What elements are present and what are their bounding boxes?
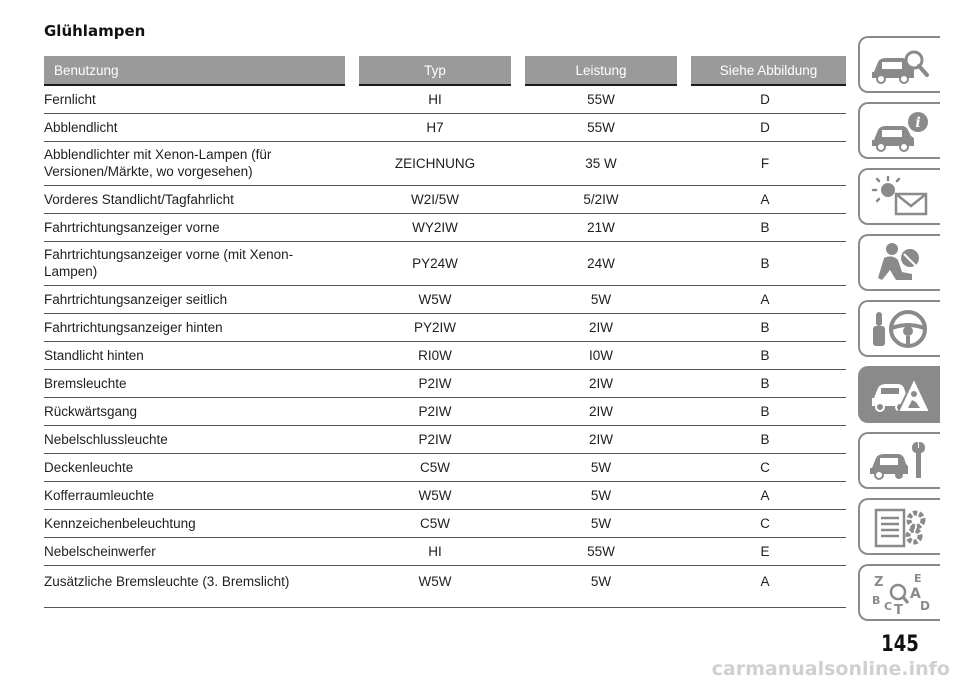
cell-figure: B — [684, 213, 846, 241]
cell-usage: Nebelscheinwerfer — [44, 537, 352, 565]
cell-type: P2IW — [352, 397, 518, 425]
cell-type: RI0W — [352, 341, 518, 369]
cell-type: PY24W — [352, 241, 518, 285]
table-row — [44, 425, 846, 453]
airbag-seat-icon — [868, 240, 932, 286]
header-type: Typ — [352, 56, 518, 85]
cell-figure: B — [684, 341, 846, 369]
cell-usage: Deckenleuchte — [44, 453, 352, 481]
cell-power: 55W — [518, 85, 684, 113]
table-row — [44, 341, 846, 369]
cell-figure: B — [684, 397, 846, 425]
cell-type: P2IW — [352, 425, 518, 453]
cell-usage: Fernlicht — [44, 85, 352, 113]
cell-figure: C — [684, 509, 846, 537]
cell-power: 5W — [518, 509, 684, 537]
table-row — [44, 397, 846, 425]
cell-figure: C — [684, 453, 846, 481]
alphabetical-index-icon — [868, 570, 932, 616]
cell-type: W5W — [352, 285, 518, 313]
header-usage: Benutzung — [44, 56, 352, 85]
cell-usage: Zusätzliche Bremsleuchte (3. Bremslicht) — [44, 565, 352, 607]
cell-type: ZEICHNUNG — [352, 141, 518, 185]
tab-alphabetical-index[interactable] — [858, 564, 940, 621]
car-info-icon — [868, 108, 932, 154]
table-row — [44, 85, 846, 113]
cell-type: WY2IW — [352, 213, 518, 241]
header-power: Leistung — [518, 56, 684, 85]
tab-airbag-seat[interactable] — [858, 234, 940, 291]
index-letter: B — [872, 593, 881, 607]
cell-usage: Fahrtrichtungsanzeiger vorne (mit Xenon-Lampen) — [44, 241, 352, 285]
cell-type: P2IW — [352, 369, 518, 397]
bulb-table — [44, 56, 846, 608]
cell-type: PY2IW — [352, 313, 518, 341]
table-body — [44, 85, 846, 607]
svg-text:i: i — [915, 114, 921, 131]
table-row — [44, 509, 846, 537]
cell-figure: B — [684, 241, 846, 285]
tab-car-emergency[interactable] — [858, 366, 940, 423]
cell-figure: B — [684, 369, 846, 397]
cell-power: 21W — [518, 213, 684, 241]
cell-type: HI — [352, 537, 518, 565]
cell-usage: Nebelschlussleuchte — [44, 425, 352, 453]
tab-car-info[interactable] — [858, 102, 940, 159]
tab-technical-data[interactable] — [858, 498, 940, 555]
cell-usage: Vorderes Standlicht/Tagfahrlicht — [44, 185, 352, 213]
table-header-row — [44, 56, 846, 85]
cell-figure: D — [684, 113, 846, 141]
table-row — [44, 313, 846, 341]
steering-wheel-icon — [868, 306, 932, 352]
table-row — [44, 537, 846, 565]
cell-usage: Bremsleuchte — [44, 369, 352, 397]
car-maintenance-icon — [868, 438, 932, 484]
cell-usage: Abblendlichter mit Xenon-Lampen (für Versionen/Märkte, wo vorgesehen) — [44, 141, 352, 185]
table-row — [44, 185, 846, 213]
cell-figure: A — [684, 565, 846, 607]
table-row — [44, 141, 846, 185]
index-letter: E — [914, 571, 922, 585]
index-letter: Z — [874, 574, 884, 590]
cell-figure: E — [684, 537, 846, 565]
technical-data-icon — [868, 504, 932, 550]
cell-figure: B — [684, 425, 846, 453]
tab-car-search[interactable] — [858, 36, 940, 93]
cell-power: 5W — [518, 285, 684, 313]
cell-usage: Kofferraumleuchte — [44, 481, 352, 509]
cell-power: 5/2IW — [518, 185, 684, 213]
cell-usage: Kennzeichenbeleuchtung — [44, 509, 352, 537]
section-title: Glühlampen — [44, 22, 146, 40]
header-figure: Siehe Abbildung — [684, 56, 846, 85]
table-row — [44, 369, 846, 397]
cell-figure: B — [684, 313, 846, 341]
cell-type: C5W — [352, 509, 518, 537]
tab-car-maintenance[interactable] — [858, 432, 940, 489]
cell-type: W5W — [352, 481, 518, 509]
chapter-tabs — [858, 36, 940, 630]
cell-figure: A — [684, 481, 846, 509]
cell-power: 2IW — [518, 369, 684, 397]
index-letter: C — [884, 599, 893, 613]
cell-power: I0W — [518, 341, 684, 369]
cell-usage: Abblendlicht — [44, 113, 352, 141]
cell-power: 2IW — [518, 425, 684, 453]
cell-usage: Fahrtrichtungsanzeiger seitlich — [44, 285, 352, 313]
car-emergency-icon — [868, 372, 932, 418]
cell-figure: A — [684, 185, 846, 213]
cell-power: 2IW — [518, 397, 684, 425]
cell-type: W5W — [352, 565, 518, 607]
cell-power: 5W — [518, 481, 684, 509]
cell-type: C5W — [352, 453, 518, 481]
table-row — [44, 565, 846, 607]
page-number: 145 — [881, 632, 919, 657]
cell-usage: Standlicht hinten — [44, 341, 352, 369]
index-letter: D — [920, 598, 930, 613]
cell-type: W2I/5W — [352, 185, 518, 213]
tab-warning-lights[interactable] — [858, 168, 940, 225]
warning-lights-icon — [868, 174, 932, 220]
watermark: carmanualsonline.info — [711, 658, 950, 680]
table-row — [44, 113, 846, 141]
cell-type: HI — [352, 85, 518, 113]
cell-power: 2IW — [518, 313, 684, 341]
cell-figure: A — [684, 285, 846, 313]
cell-usage: Fahrtrichtungsanzeiger hinten — [44, 313, 352, 341]
cell-usage: Fahrtrichtungsanzeiger vorne — [44, 213, 352, 241]
tab-steering-wheel[interactable] — [858, 300, 940, 357]
cell-power: 55W — [518, 537, 684, 565]
table-row — [44, 241, 846, 285]
table-row — [44, 213, 846, 241]
cell-power: 55W — [518, 113, 684, 141]
table-row — [44, 481, 846, 509]
cell-power: 5W — [518, 565, 684, 607]
cell-type: H7 — [352, 113, 518, 141]
cell-figure: D — [684, 85, 846, 113]
cell-power: 24W — [518, 241, 684, 285]
cell-usage: Rückwärtsgang — [44, 397, 352, 425]
table-row — [44, 453, 846, 481]
cell-power: 5W — [518, 453, 684, 481]
cell-power: 35 W — [518, 141, 684, 185]
cell-figure: F — [684, 141, 846, 185]
index-letter: A — [910, 585, 921, 602]
index-letter: T — [894, 602, 903, 616]
table-row — [44, 285, 846, 313]
car-search-icon — [868, 42, 932, 88]
